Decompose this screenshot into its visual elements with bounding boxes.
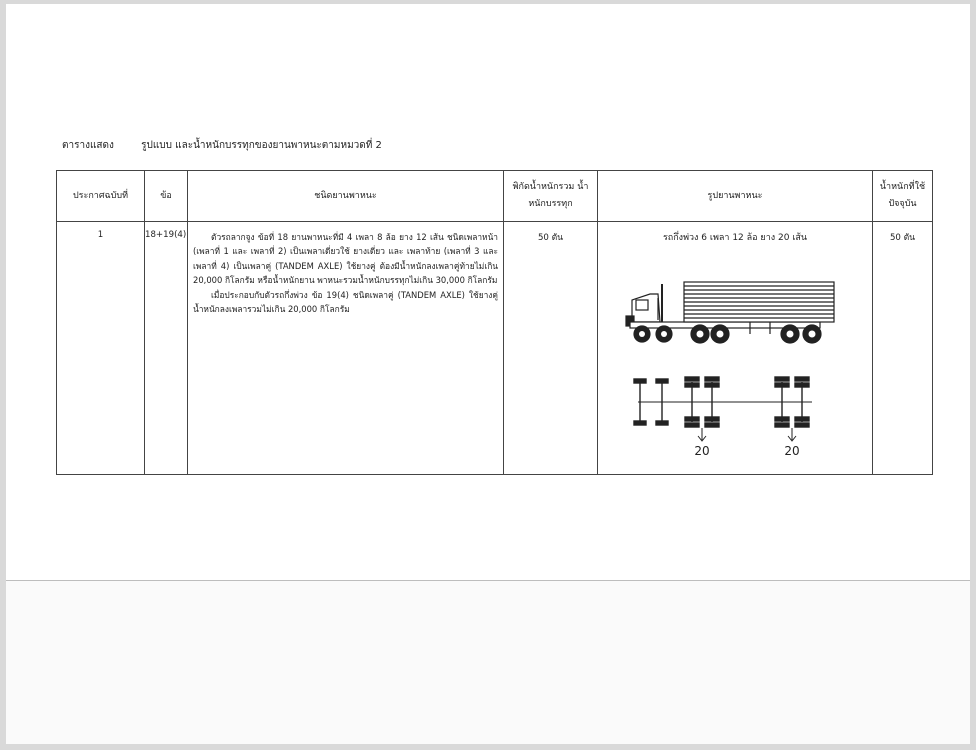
caption-label: ตารางแสดง: [62, 140, 114, 151]
cell-weight-limit: 50 ตัน: [504, 222, 598, 475]
header-item: ข้อ: [145, 171, 188, 222]
axle-load-label-2: 20: [784, 444, 800, 458]
cell-description: [188, 222, 504, 475]
header-weight-limit: พิกัดน้ำหนักรวม น้ำหนักบรรทุก: [504, 171, 598, 222]
header-vehicle-type: ชนิดยานพาหนะ: [188, 171, 504, 222]
header-vehicle-image: รูปยานพาหนะ: [598, 171, 873, 222]
caption-title: รูปแบบ และน้ำหนักบรรทุกของยานพาหนะตามหมวดที่ 2: [141, 140, 382, 151]
vehicle-weight-table: [56, 170, 933, 475]
axle-diagram: [634, 377, 812, 441]
cell-vehicle-image: [598, 222, 873, 475]
vehicle-image-title: รถกึ่งพ่วง 6 เพลา 12 ล้อ ยาง 20 เส้น: [662, 233, 808, 243]
page-fold-line: [6, 580, 970, 581]
table-caption: [62, 138, 382, 153]
header-current-weight: น้ำหนักที่ใช้ ปัจจุบัน: [873, 171, 933, 222]
table-header-row: [57, 171, 933, 222]
axle-load-label-1: 20: [694, 444, 710, 458]
cell-announcement-no: 1: [57, 222, 145, 475]
cell-current-weight: 50 ตัน: [873, 222, 933, 475]
header-announcement-no: ประกาศฉบับที่: [57, 171, 145, 222]
vehicle-drawing: [600, 248, 868, 468]
page-lower-area: [6, 581, 970, 744]
description-paragraph-1: ตัวรถลากจูง ข้อที่ 18 ยานพาหนะที่มี 4 เพลา 8 ล้อ ยาง 12 เส้น ชนิดเพลาหน้า (เพลาที่ 1 และ เพลาที่ 2) เป็นเพลาเดี่ยวใช้ ยางเดี่ยว และ เพลาท้าย (เพลาที่ 3 และเพลาที่ 4) เป็นเพลาคู่ (TANDEM AXLE) ใช้ยางคู่ ต้องมีน้ำหนักลงเพลาคู่ท้ายไม่เกิน 20,000 กิโลกรัม หรือน้ำหนักยาน พาหนะรวมน้ำหนักบรรทุกไม่เกิน 30,000 กิโลกรัม: [193, 232, 498, 286]
table-row: [57, 222, 933, 475]
cell-item: 18+19(4): [145, 222, 188, 475]
description-paragraph-2: เมื่อประกอบกับตัวรถกึ่งพ่วง ข้อ 19(4) ชนิดเพลาคู่ (TANDEM AXLE) ใช้ยางคู่ น้ำหนักลงเพลารวมไม่เกิน 20,000 กิโลกรัม: [193, 289, 498, 315]
truck-side-view-illustration: [626, 282, 834, 343]
